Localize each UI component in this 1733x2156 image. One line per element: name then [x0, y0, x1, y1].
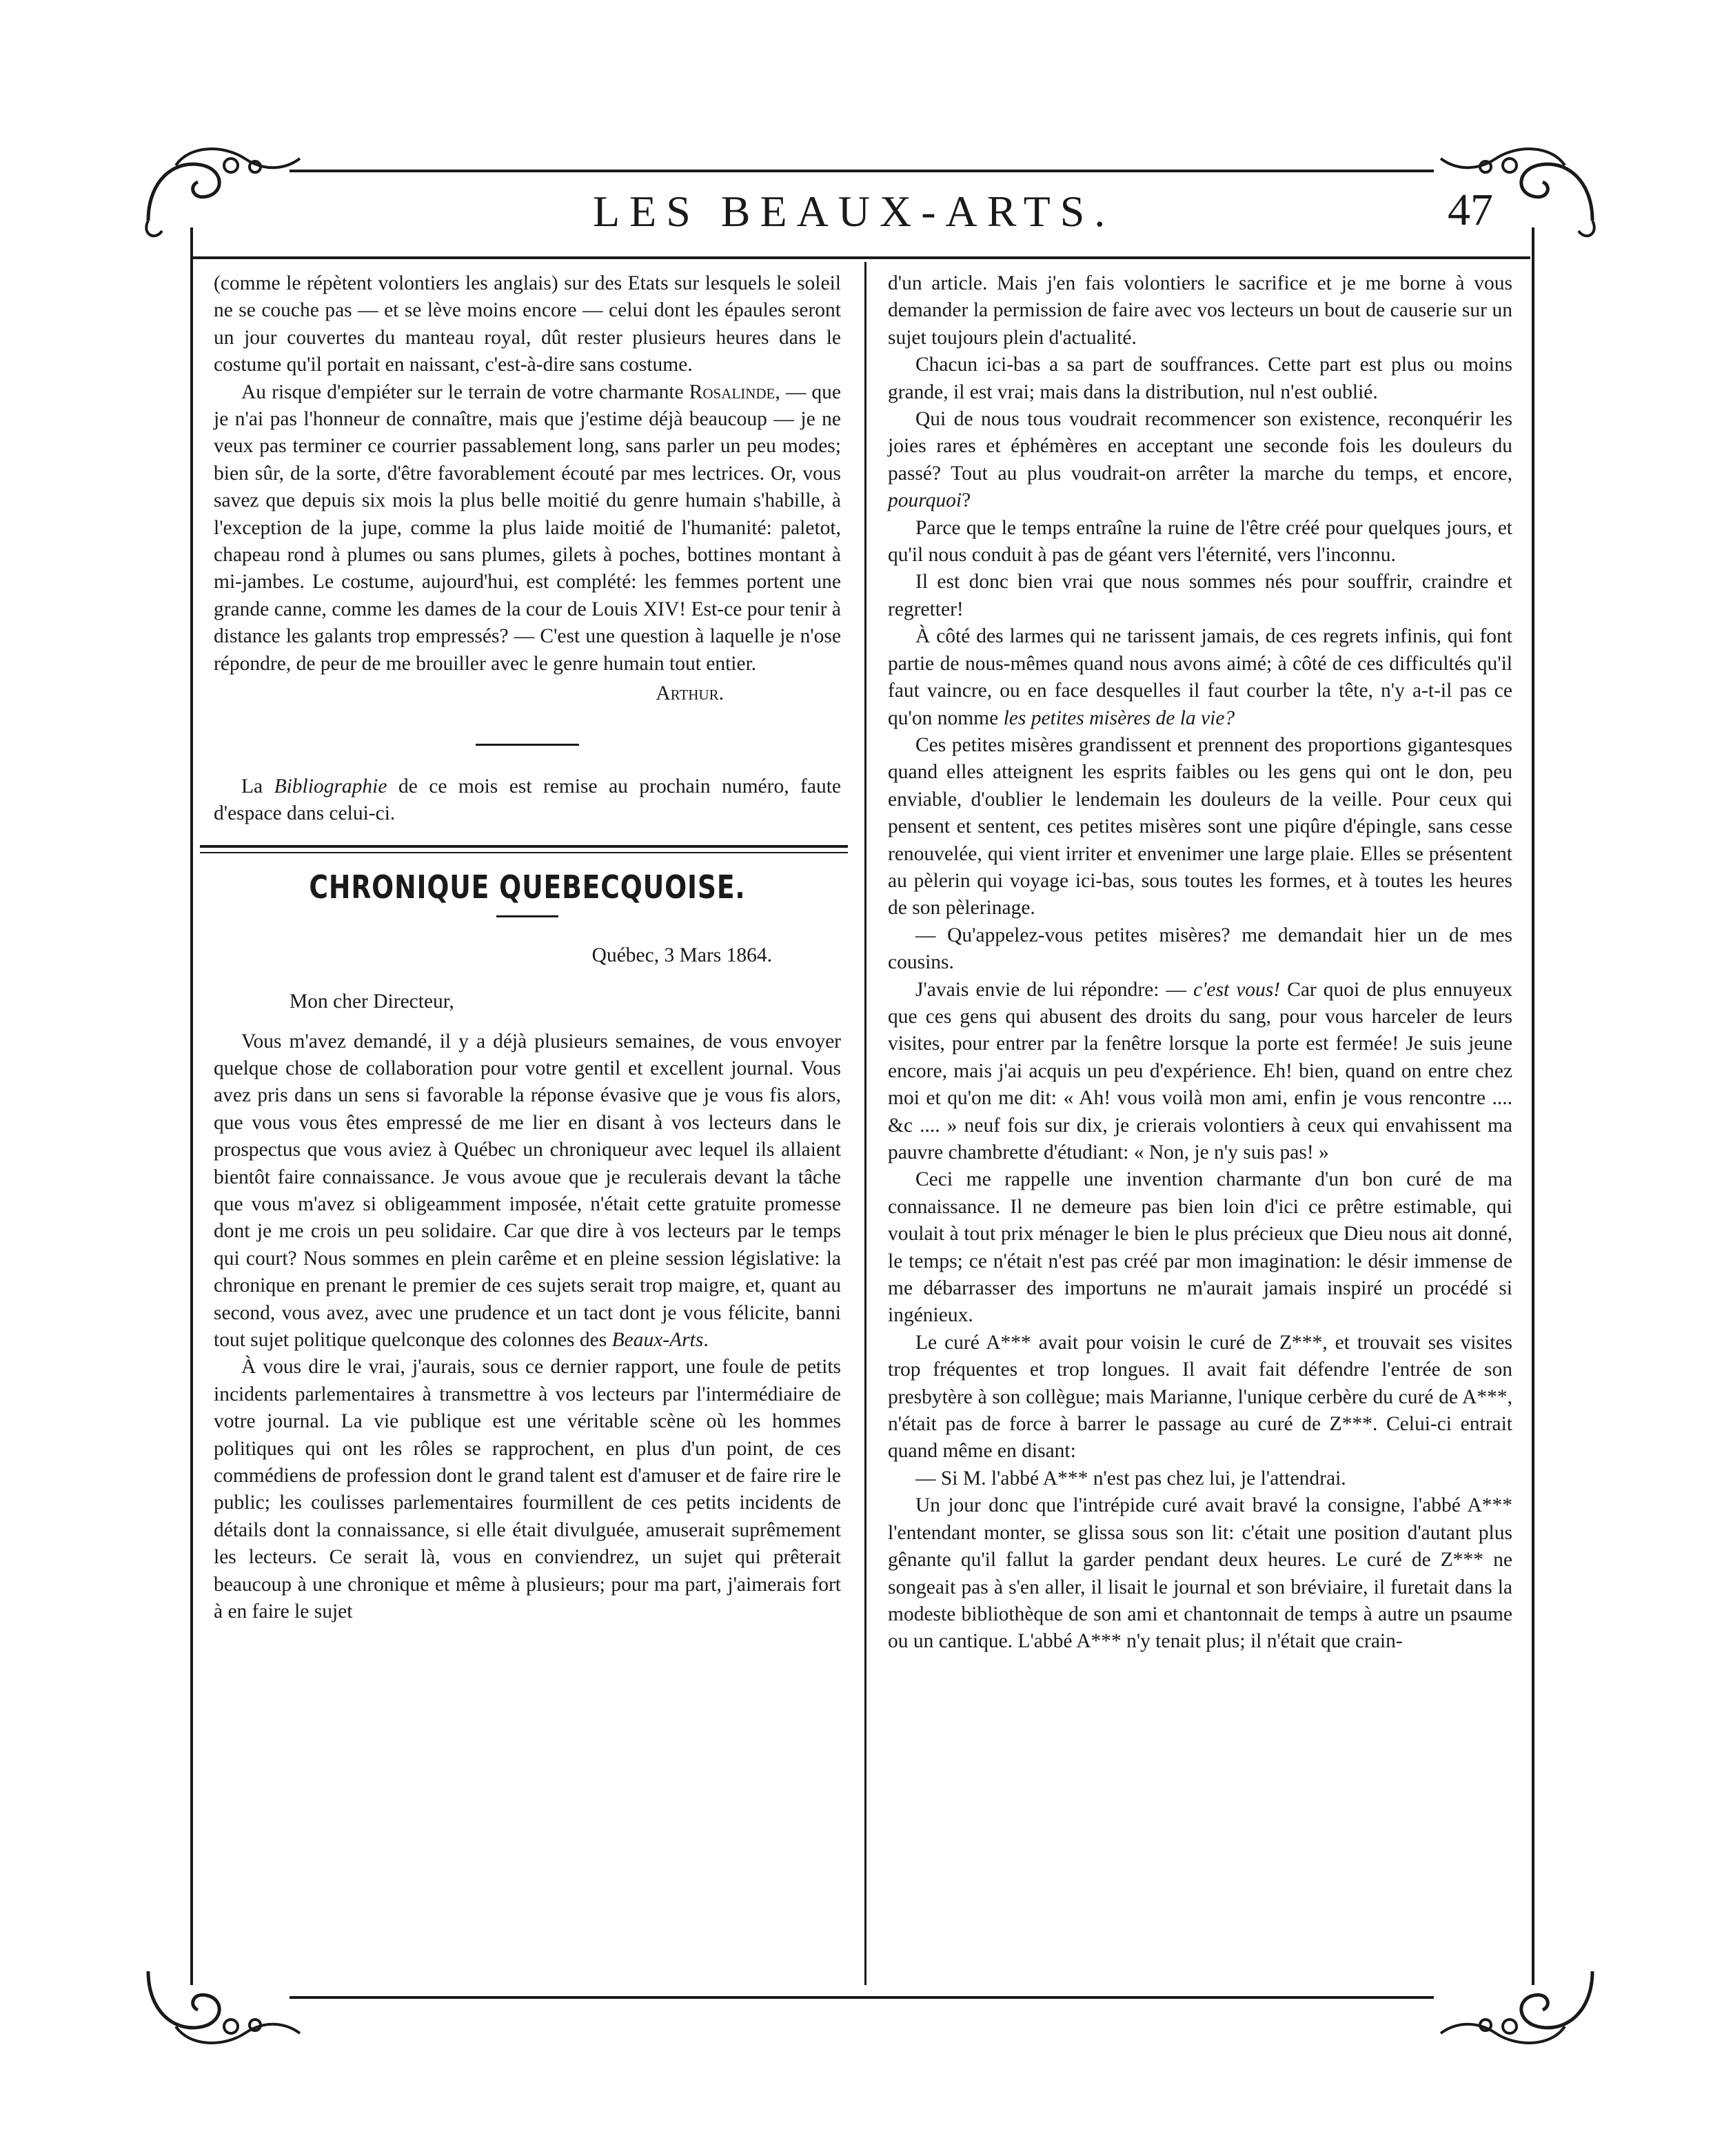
left-column — [214, 270, 841, 1625]
right-p6-text-a: À côté des larmes qui ne tarissent jamais, de ces regrets infinis, qui font partie de nous-mêmes quand nous avons aimé; à côté de ces difficultés qu'il faut vaincre, ou en face desquelles il faut courber la tête, n'y a-t-il pas ce qu'on nomme — [888, 625, 1512, 729]
journal-title: LES BEAUX-ARTS. — [593, 187, 1115, 236]
left-paragraph-3 — [214, 1028, 841, 1354]
left-p2-text-a: Au risque d'empiéter sur le terrain de votre charmante — [241, 380, 689, 403]
section-title: CHRONIQUE QUEBECQUOISE. — [309, 868, 746, 906]
page-number: 47 — [1448, 185, 1493, 235]
bottom-left-ornament — [134, 1951, 307, 2054]
bibliography-note — [214, 773, 841, 828]
left-p2-text-b: , — que je n'ai pas l'honneur de connaître, mais que j'estime déjà beaucoup — je ne veux pas terminer ce courrier passablement long, sans parler un peu modes; bien sûr, de la sorte, d'être favorablement écouté par mes lectrices. Or, vous savez que depuis six mois la plus belle moitié du genre humain s'habille, à l'exception de la jupe, comme la plus laide moitié de l'humanité: paletot, chapeau rond à plumes ou sans plumes, gilets à poches, bottines montant à mi-jambes. Le costume, aujourd'hui, est complété: les femmes portent une grande canne, comme les dames de la cour de Louis XIV! Est-ce pour tenir à distance les galants trop empressés? — C'est une question à laquelle je n'ose répondre, de peur de me brouiller avec le genre humain tout entier. — [214, 380, 841, 675]
right-paragraph-5: Il est donc bien vrai que nous sommes nés pour souffrir, craindre et regretter! — [888, 571, 1512, 620]
right-p3-italic: pourquoi — [888, 489, 962, 512]
right-p3-text-a: Qui de nous tous voudrait recommencer son existence, reconquérir les joies rares et éphémères en acceptant une seconde fois les douleurs du passé? Tout au plus voudrait-on arrêter la marche du temps, et encore, — [888, 408, 1512, 485]
section-double-rule — [200, 845, 848, 853]
dateline: Québec, 3 Mars 1864. — [591, 944, 772, 966]
salutation: Mon cher Directeur, — [290, 990, 454, 1013]
header-bottom-rule — [193, 256, 1530, 259]
left-border — [190, 227, 193, 1985]
header-top-rule — [290, 170, 1434, 172]
bottom-right-ornament — [1434, 1951, 1606, 2054]
right-column — [888, 270, 1512, 1656]
right-p3-text-b: ? — [962, 489, 971, 512]
rosalinde-name: Rosalinde — [689, 380, 776, 403]
right-paragraph-7: Ces petites misères grandissent et prennent des proportions gigantesques quand elles atteignent les esprits faibles ou les gens qui ont le don, peu enviable, d'oublier le lendemain les douleurs de la veille. Pour ceux qui pensent et sentent, ces petites misères sont une piqûre d'épingle, sans cesse renouvelée, qui vient irriter et envenimer une large plaie. Elles se présentent au pèlerin qui voyage ici-bas, sous toutes les formes, et à toutes les heures de son pèlerinage. — [888, 733, 1512, 919]
note-text-b: de ce mois est remise au prochain numéro, faute d'espace dans celui-ci. — [214, 775, 841, 824]
right-paragraph-10: Ceci me rappelle une invention charmante d'un bon curé de ma connaissance. Il ne demeure pas bien loin d'ici ce prêtre estimable, qui voulait à tout prix ménager le bien le plus précieux que Dieu nous ait donné, le temps; ce n'était n'est pas créé par mon imagination: le désir immense de me débarrasser des importuns ne m'aurait jamais inspiré un procédé si ingénieux. — [888, 1168, 1512, 1327]
right-paragraph-2: Chacun ici-bas a sa part de souffrances. Cette part est plus ou moins grande, il est vrai; mais dans la distribution, nul n'est oublié. — [888, 354, 1512, 403]
right-paragraph-1: d'un article. Mais j'en fais volontiers le sacrifice et je me borne à vous demander la permission de faire avec vos lecteurs un bout de causerie sur un sujet toujours plein d'actualité. — [888, 272, 1512, 349]
title-divider — [496, 915, 558, 917]
left-paragraph-4: À vous dire le vrai, j'aurais, sous ce dernier rapport, une foule de petits incidents parlementaires à transmettre à vos lecteurs par l'intermédiaire de votre journal. La vie publique est une véritable scène où les hommes politiques qui ont les rôles se rapprochent, en plus d'un point, de ces commédiens de profession dont le grand talent est d'amuser et de faire rire le public; les coulisses parlementaires fourmillent de ces petits incidents de détails dont la connaissance, si elle était divulguée, amuserait suprêmement les lecteurs. Ce serait là, vous en conviendrez, un sujet qui prêterait beaucoup à une chronique et même à plusieurs; pour ma part, j'aimerais fort à en faire le sujet — [214, 1356, 841, 1623]
right-paragraph-11: Le curé A*** avait pour voisin le curé de Z***, et trouvait ses visites trop fréquentes et trop longues. Il avait fait défendre l'entrée de son presbytère à son collègue; mais Marianne, l'unique cerbère du curé de A***, n'était pas de force à barrer le passage au curé de Z***. Celui-ci entrait quand même en disant: — [888, 1331, 1512, 1463]
right-paragraph-13: Un jour donc que l'intrépide curé avait bravé la consigne, l'abbé A*** l'entendant monter, se glissa sous son lit: c'était une position d'autant plus gênante qu'il fallut la garder pendant deux heures. Le curé de Z*** ne songeait pas à s'en aller, il lisait le journal et son bréviaire, il furetait dans la modeste bibliothèque de son ami et chantonnait de temps à autre un psaume ou un cantique. L'abbé A*** n'y tenait plus; il n'était que crain- — [888, 1494, 1512, 1653]
right-paragraph-12: — Si M. l'abbé A*** n'est pas chez lui, je l'attendrai. — [915, 1467, 1346, 1489]
left-p3-text-a: Vous m'avez demandé, il y a déjà plusieurs semaines, de vous envoyer quelque chose de collaboration pour votre gentil et excellent journal. Vous avez pris dans un sens si favorable la réponse évasive que je vous fis alors, que vous vous êtes empressé de me lier en disant à vos lecteurs dans le prospectus que vous aviez à Québec un chroniqueur avec lequel ils allaient bientôt faire connaissance. Je vous avoue que je reculerais devant la tâche que vous m'avez si obligeamment imposée, n'était cette gratuite promesse dont je me crois un peu solidaire. Car que dire à vos lecteurs par le temps qui court? Nous sommes en plein carême et en pleine session législative: la chronique en prenant le premier de ces sujets serait trop maigre, et, quant au second, vous avez, avec une prudence et un tact dont je vous félicite, banni tout sujet politique quelconque des colonnes des — [214, 1030, 841, 1351]
column-separator — [864, 262, 866, 1985]
left-paragraph-1: (comme le répètent volontiers les anglais) sur des Etats sur lesquels le soleil ne se couche pas — et se lève moins encore — celui dont les épaules seront un jour couvertes du manteau royal, dût rester plusieurs heures dans le costume qu'il portait en naissant, c'est-à-dire sans costume. — [214, 272, 841, 376]
right-paragraph-8: — Qu'appelez-vous petites misères? me demandait hier un de mes cousins. — [888, 924, 1512, 974]
signature: Arthur. — [656, 682, 724, 705]
right-paragraph-6 — [888, 623, 1512, 732]
journal-name-italic: Beaux-Arts — [611, 1329, 704, 1351]
right-paragraph-4: Parce que le temps entraîne la ruine de l'être créé pour quelques jours, et qu'il nous conduit à pas de géant vers l'éternité, vers l'inconnu. — [888, 516, 1512, 567]
right-p9-italic: c'est vous! — [1193, 978, 1281, 1001]
footer-rule — [290, 1996, 1434, 1999]
short-divider — [476, 744, 579, 746]
right-paragraph-3 — [888, 406, 1512, 515]
left-paragraph-2 — [214, 379, 841, 678]
left-p3-text-b: . — [703, 1329, 709, 1351]
right-border — [1532, 227, 1534, 1985]
right-p6-italic: les petites misères de la vie? — [1003, 706, 1235, 729]
right-p9-text-b: Car quoi de plus ennuyeux que ces gens qui abusent des droits du sang, pour vous harceler de leurs visites, pour entrer par la fenêtre lorsque la porte est fermée! Je suis jeune encore, mais j'ai acquis un peu d'expérience. Eh! bien, quand on entre chez moi et qu'on me dit: « Ah! vous voilà mon ami, enfin je vous rencontre .... &c .... » neuf fois sur dix, je crierais volontiers à ceux qui envahissent ma pauvre chambrette d'étudiant: « Non, je n'y suis pas! » — [888, 978, 1513, 1163]
note-italic: Bibliographie — [274, 775, 387, 797]
right-paragraph-9 — [888, 977, 1512, 1167]
right-p9-text-a: J'avais envie de lui répondre: — — [915, 978, 1193, 1001]
note-text-a: La — [241, 775, 274, 797]
top-left-ornament — [134, 138, 307, 241]
